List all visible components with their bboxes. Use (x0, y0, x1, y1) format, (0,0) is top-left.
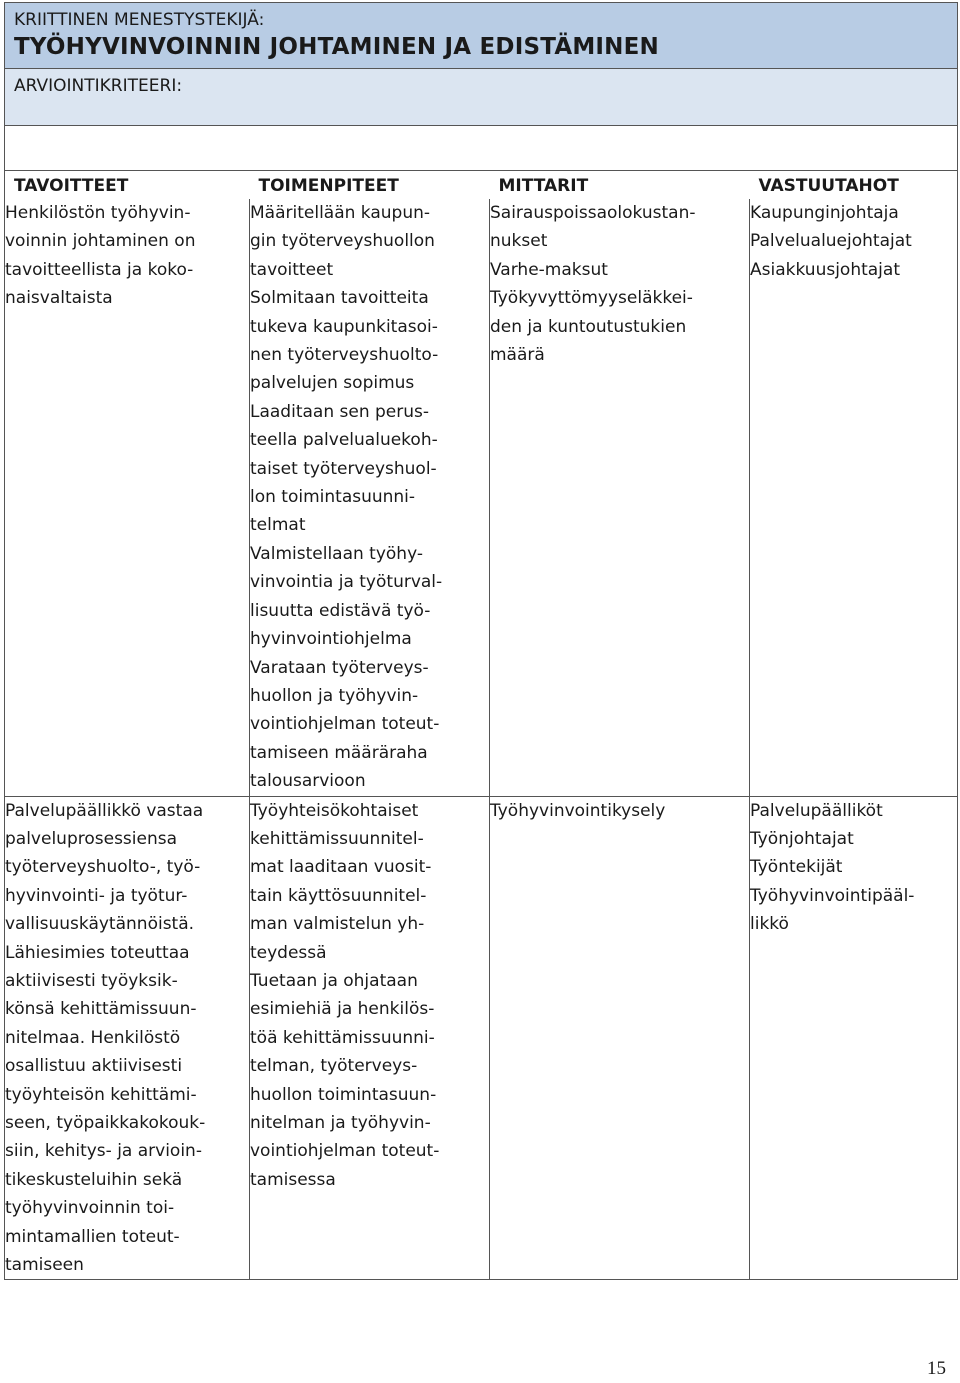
cell-vastuutahot: Kaupunginjohtaja Palvelualuejohtajat Asiakkuusjohtajat (750, 199, 958, 796)
header-banner (5, 3, 958, 69)
column-header-vastuutahot: VASTUUTAHOT (750, 171, 958, 200)
kicker-label: KRIITTINEN MENESTYSTEKIJÄ: (14, 10, 265, 30)
page-number: 15 (927, 1358, 946, 1379)
column-header-mittarit: MITTARIT (490, 171, 750, 200)
criteria-label: ARVIOINTIKRITEERI: (14, 76, 183, 96)
cell-mittarit: Työhyvinvointikysely (490, 796, 750, 1280)
cell-mittarit: Sairauspoissaolokustan- nukset Varhe-maksut Työkyvyttömyyseläkkei- den ja kuntoutustukien määrä (490, 199, 750, 796)
criteria-table (4, 2, 958, 1280)
cell-tavoitteet: Henkilöstön työhyvin- voinnin johtaminen on tavoitteellista ja koko- naisvaltaista (5, 199, 250, 796)
cell-toimenpiteet: Työyhteisökohtaiset kehittämissuunnitel- mat laaditaan vuosit- tain käyttösuunnitel- man valmistelun yh- teydessä Tuetaan ja ohjataan esimiehiä ja henkilös- töä kehittämissuunni- telman, työterveys- huollon toimintasuun- nitelman ja työhyvin- vointiohjelman toteut- tamisessa (250, 796, 490, 1280)
column-header-toimenpiteet: TOIMENPITEET (250, 171, 490, 200)
page-title: TYÖHYVINVOINNIN JOHTAMINEN JA EDISTÄMINEN (14, 34, 659, 60)
cell-vastuutahot: Palvelupäälliköt Työnjohtajat Työntekijät Työhyvinvointipääl- likkö (750, 796, 958, 1280)
cell-tavoitteet: Palvelupäällikkö vastaa palveluprosessiensa työterveyshuolto-, työ- hyvinvointi- ja työtur- vallisuuskäytännöistä. Lähiesimies toteuttaa aktiivisesti työyksik- könsä kehittämissuun- nitelmaa. Henkilöstö osallistuu aktiivisesti työyhteisön kehittämi- seen, työpaikkakokouk- siin, kehitys- ja arvioin- tikeskusteluihin sekä työhyvinvoinnin toi- mintamallien toteut- tamiseen (5, 796, 250, 1280)
cell-toimenpiteet: Määritellään kaupun- gin työterveyshuollon tavoitteet Solmitaan tavoitteita tukeva kaupunkitasoi- nen työterveyshuolto- palvelujen sopimus Laaditaan sen perus- teella palvelualuekoh- taiset työterveyshuol- lon toimintasuunni- telmat Valmistellaan työhy- vinvointia ja työturval- lisuutta edistävä työ- hyvinvointiohjelma Varataan työterveys- huollon ja työhyvin- vointiohjelman toteut- tamiseen määräraha talousarvioon (250, 199, 490, 796)
spacer-row (5, 126, 958, 171)
table-row (5, 796, 958, 1280)
table-row (5, 199, 958, 796)
criteria-banner (5, 69, 958, 126)
column-header-tavoitteet: TAVOITTEET (5, 171, 250, 200)
